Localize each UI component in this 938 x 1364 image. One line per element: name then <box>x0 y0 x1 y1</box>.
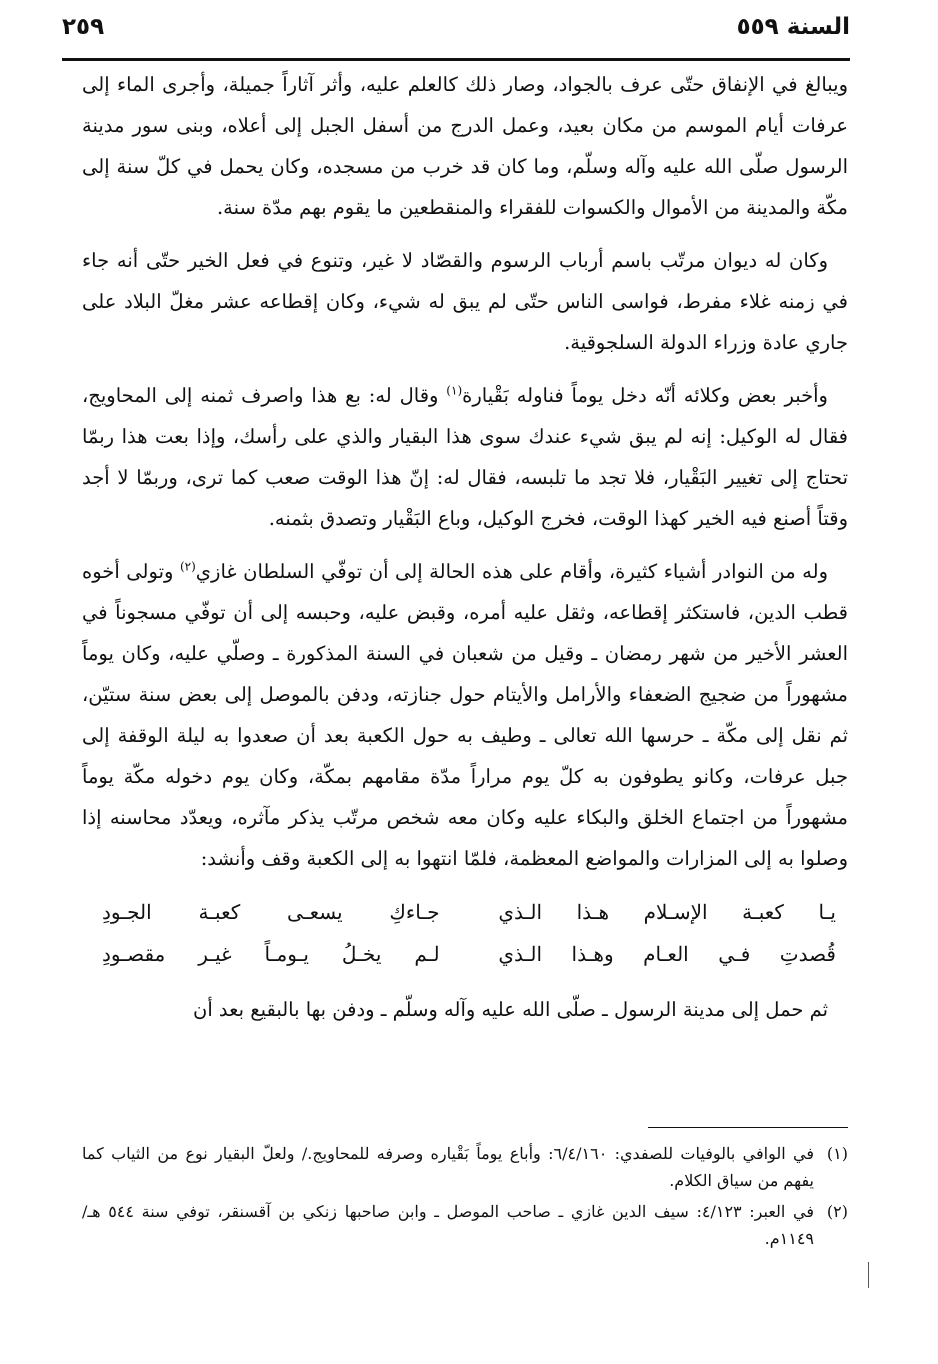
paragraph-2: وكان له ديوان مرتّب باسم أرباب الرسوم والقصّاد لا غير، وتنوع في فعل الخير حتّى أنه جاء في زمنه غلاء مفرط، فواسى الناس حتّى لم يبق له شيء، وكان إقطاعه عشر مغلّ البلاد على جاري عادة وزراء الدولة السلجوقية. <box>82 249 848 354</box>
running-head: السنة ٥٥٩ <box>736 14 850 40</box>
poem-hemistich: يـا كعبـة الإسـلام هـذا الـذي <box>498 900 836 924</box>
paragraph-3-text-b: وقال له: بع هذا واصرف ثمنه إلى المحاويج، فقال له الوكيل: إنه لم يبق شيء عندك سوى هذا البقيار والذي على رأسك، وإذا بعت هذا ربمّا تحتاج إلى تغيير البَقْيار، فلا تجد ما تلبسه، فقال له: إنّ هذا الوقت صعب كما ترى، وربمّا لا أجد وقتاً أصنع فيه الخير كهذا الوقت، فخرج الوكيل، وباع البَقْيار وتصدق بثمنه. <box>82 384 848 530</box>
poem-hemistich: قُصدتِ فـي العـام وهـذا الـذي <box>498 942 836 966</box>
footnote <box>82 1198 848 1252</box>
poem-hemistich: لـم يخـلُ يـومـاً غيـر مقصـودِ <box>102 942 440 966</box>
poem-verse <box>102 891 836 933</box>
header-rule <box>62 58 850 61</box>
paragraph-3-text-a: وأخبر بعض وكلائه أنّه دخل يوماً فناوله بَقْيارة <box>462 384 828 407</box>
footnote-rule <box>648 1127 848 1128</box>
paragraph-4 <box>82 551 848 879</box>
page-header <box>62 14 850 54</box>
footnotes <box>82 1140 848 1256</box>
footnote-text: في الوافي بالوفيات للصفدي: ٦/٤/١٦٠: وأباع يوماً بَقْياره وصرفه للمحاويج./ ولعلّ البقيار نوع من الثياب كما يفهم من سياق الكلام. <box>82 1144 814 1190</box>
footnote-ref-2: (٢) <box>179 559 196 574</box>
paragraph-1: ويبالغ في الإنفاق حتّى عرف بالجواد، وصار ذلك كالعلم عليه، وأثر آثاراً جميلة، وأجرى الماء إلى عرفات أيام الموسم من مكان بعيد، وعمل الدرج من أسفل الجبل إلى أعلاه، وبنى سور مدينة الرسول صلّى الله عليه وآله وسلّم، وما كان قد خرب من مسجده، وكان يحمل في كلّ سنة إلى مكّة والمدينة من الأموال والكسوات للفقراء والمنقطعين ما يقوم بهم مدّة سنة. <box>82 73 848 219</box>
footnote-text: في العبر: ٤/١٢٣: سيف الدين غازي ـ صاحب الموصل ـ وابن صاحبها زنكي بن آقسنقر، توفي سنة ٥٤٤ هـ/١١٤٩م. <box>82 1202 815 1248</box>
page-number: ٢٥٩ <box>62 14 105 40</box>
poem <box>82 891 848 975</box>
paragraph-5: ثم حمل إلى مدينة الرسول ـ صلّى الله عليه وآله وسلّم ـ ودفن بها بالبقيع بعد أن <box>193 998 828 1021</box>
poem-verse <box>102 933 836 975</box>
footnote-number: (١) <box>826 1144 848 1163</box>
poem-hemistich: جـاءكِ يسعـى كعبـة الجـودِ <box>102 900 440 924</box>
footnote <box>82 1140 848 1194</box>
main-text <box>82 64 848 1042</box>
paragraph-4-text-a: وله من النوادر أشياء كثيرة، وأقام على هذه الحالة إلى أن توفّي السلطان غازي <box>195 560 828 583</box>
footnote-ref-1: (١) <box>446 383 463 398</box>
footnote-number: (٢) <box>826 1202 848 1221</box>
paragraph-4-text-b: وتولى أخوه قطب الدين، فاستكثر إقطاعه، وثقل عليه أمره، وقبض عليه، وحبسه إلى أن توفّي مسجوناً في العشر الأخير من شهر رمضان ـ وقيل من شعبان في السنة المذكورة ـ وصلّي عليه، وكان يوماً مشهوراً من ضجيج الضعفاء والأرامل والأيتام حول جنازته، ودفن بالموصل إلى بعض سنة ستيّن، ثم نقل إلى مكّة ـ حرسها الله تعالى ـ وطيف به حول الكعبة بعد أن صعدوا به ليلة الوقفة إلى جبل عرفات، وكانو يطوفون به كلّ يوم مراراً مدّة مقامهم بمكّة، وكان يوم دخوله مكّة يوماً مشهوراً من اجتماع الخلق والبكاء عليه وكان معه شخص مرتّب يذكر مآثره، ويعدّد محاسنه إذا وصلوا به إلى المزارات والمواضع المعظمة، فلمّا انتهوا به إلى الكعبة وقف وأنشد: <box>82 560 848 870</box>
paragraph-3 <box>82 375 848 539</box>
margin-mark <box>868 1262 869 1288</box>
